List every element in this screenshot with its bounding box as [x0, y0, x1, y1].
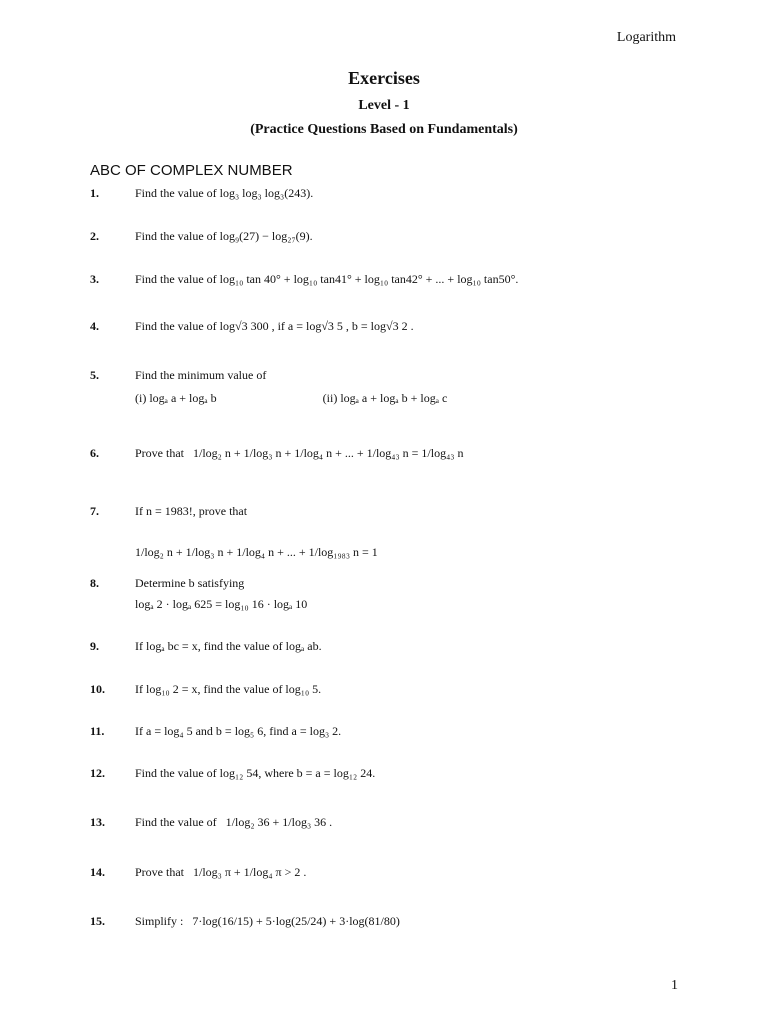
question-part-ii: (ii) logₐ a + logₐ b + logₐ c: [322, 391, 448, 405]
question-text: If logₐ bc = x, find the value of logₐ ab.: [135, 639, 322, 653]
question-expression: 7·log(16/15) + 5·log(25/24) + 3·log(81/80): [192, 914, 400, 928]
question-text: Prove that: [135, 446, 184, 460]
question-number: 8.: [90, 576, 99, 590]
question-text: Find the value of log√3 300 , if a = log√3 5 , b = log√3 2 .: [135, 319, 414, 333]
question-text: Determine b satisfying: [135, 576, 245, 590]
question-number: 11.: [90, 724, 105, 738]
page-number: 1: [671, 978, 678, 993]
question-number: 12.: [90, 766, 105, 780]
question-number: 15.: [90, 914, 105, 928]
question-expression: 1/log₂ 36 + 1/log₃ 36 .: [225, 815, 333, 829]
question-text: Find the value of log₁₀ tan 40° + log₁₀ tan41° + log₁₀ tan42° + ... + log₁₀ tan50°.: [135, 272, 519, 286]
question-expression: logₐ 2 · logₐ 625 = log₁₀ 16 · logₐ 10: [135, 597, 308, 611]
question-number: 4.: [90, 319, 99, 333]
question-number: 10.: [90, 682, 105, 696]
question-text: Find the value of log₉(27) − log₂₇(9).: [135, 229, 313, 243]
question-number: 2.: [90, 229, 99, 243]
question-text: Find the value of log₁₂ 54, where b = a = log₁₂ 24.: [135, 766, 376, 780]
question-text: If log₁₀ 2 = x, find the value of log₁₀ 5.: [135, 682, 322, 696]
question-number: 1.: [90, 186, 99, 200]
subtitle: (Practice Questions Based on Fundamentals): [250, 122, 518, 137]
page-title: Exercises: [348, 68, 420, 88]
section-heading: ABC OF COMPLEX NUMBER: [90, 162, 293, 179]
question-number: 9.: [90, 639, 99, 653]
question-text: If a = log₄ 5 and b = log₅ 6, find a = log₃ 2.: [135, 724, 342, 738]
question-text: Prove that: [135, 865, 184, 879]
question-expression: 1/log₂ n + 1/log₃ n + 1/log₄ n + ... + 1/log₄₃ n = 1/log₄₃ n: [193, 446, 464, 460]
question-number: 7.: [90, 504, 99, 518]
question-expression: 1/log₃ π + 1/log₄ π > 2 .: [193, 865, 307, 879]
question-expression: 1/log₂ n + 1/log₃ n + 1/log₄ n + ... + 1/log₁₉₈₃ n = 1: [135, 545, 378, 559]
question-part-i: (i) logₐ a + logₐ b: [135, 391, 217, 405]
level-heading: Level - 1: [358, 98, 410, 113]
question-number: 3.: [90, 272, 99, 286]
question-text: Find the minimum value of: [135, 368, 267, 382]
question-number: 6.: [90, 446, 99, 460]
question-text: Find the value of: [135, 815, 217, 829]
question-number: 5.: [90, 368, 99, 382]
question-text: Find the value of log₃ log₃ log₃(243).: [135, 186, 314, 200]
question-number: 13.: [90, 815, 105, 829]
question-number: 14.: [90, 865, 105, 879]
question-text: Simplify :: [135, 914, 184, 928]
running-header: Logarithm: [616, 30, 676, 45]
question-text: If n = 1983!, prove that: [135, 504, 248, 518]
